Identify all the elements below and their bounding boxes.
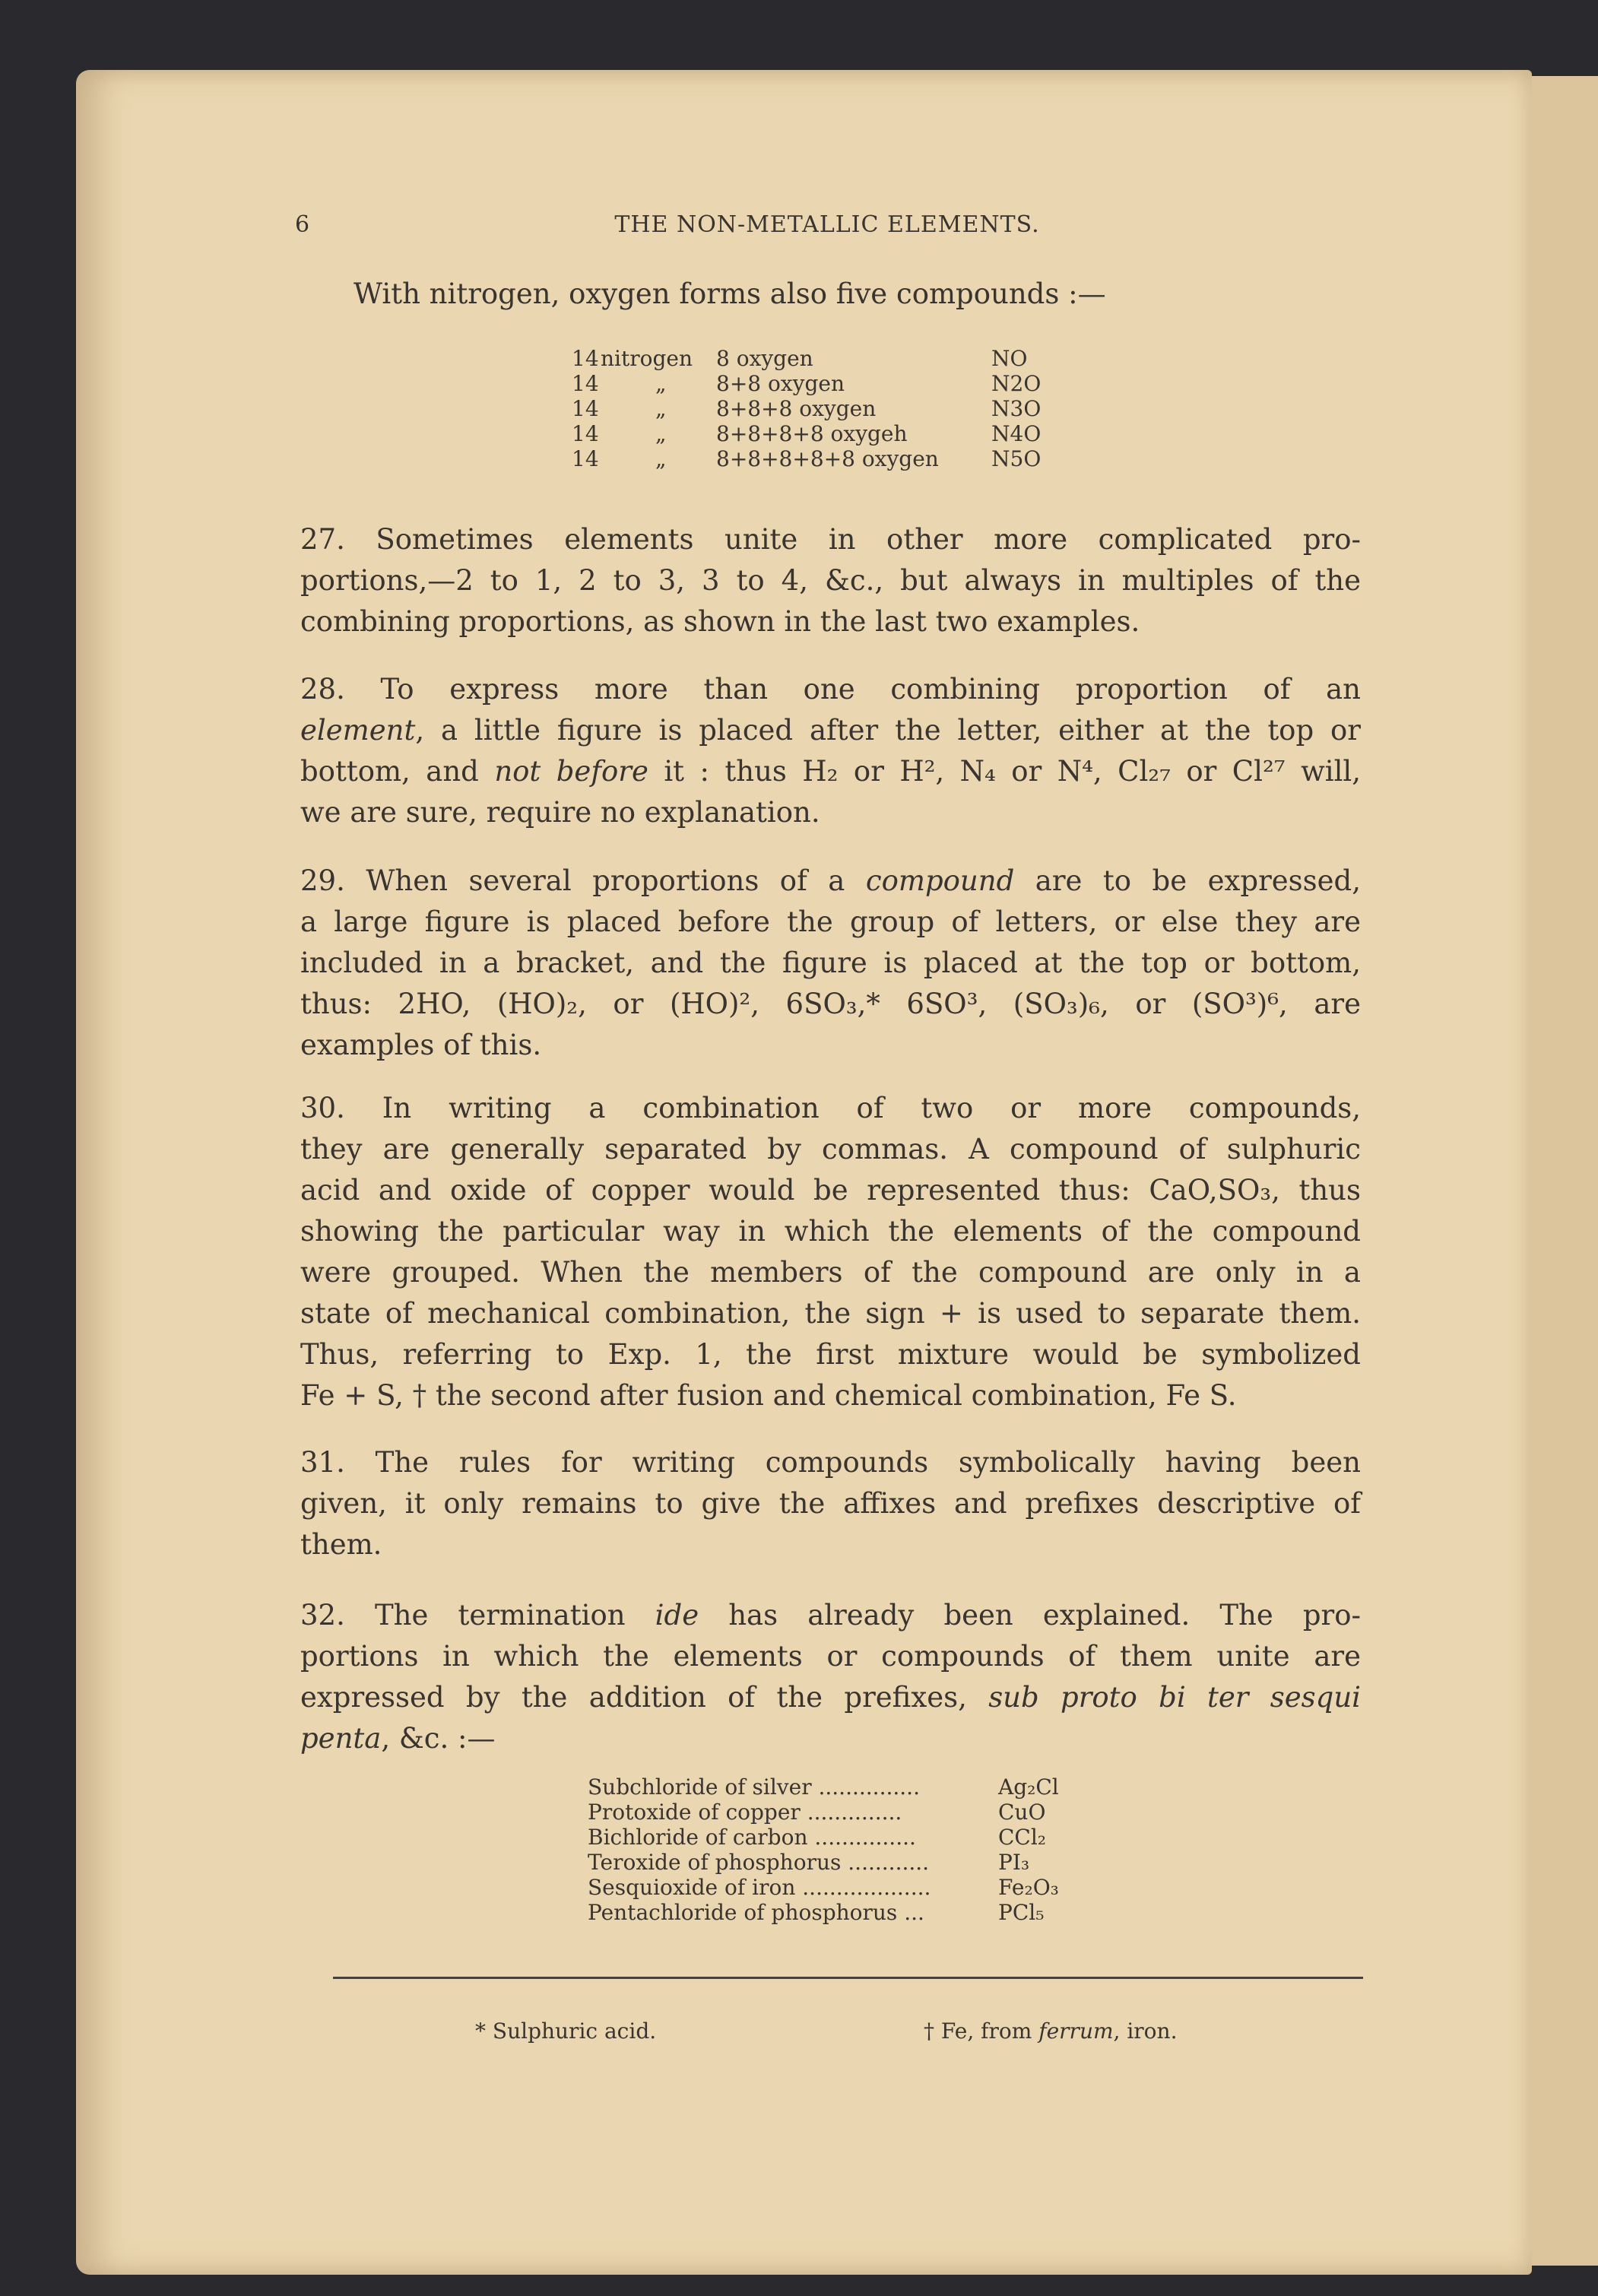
text-line [300, 1293, 1361, 1334]
compound-prefix-table [588, 1774, 1089, 1925]
footnote-text: , iron. [1113, 2019, 1178, 2044]
table-cell: 8 oxygen [716, 346, 813, 371]
table-row [572, 396, 1058, 421]
text-line [300, 601, 1361, 642]
compound-name: Teroxide of phosphorus ............ [588, 1850, 930, 1875]
text-run: portions in which the elements or compounds of them unite are [300, 1640, 1361, 1673]
table-cell: 8+8 oxygen [716, 371, 845, 396]
table-cell: „ [655, 396, 667, 421]
italic-text: element [300, 714, 416, 747]
text-line [300, 1677, 1361, 1718]
text-run: acid and oxide of copper would be represented thus: CaO,SO₃, thus [300, 1174, 1361, 1207]
footnote-star: * Sulphuric acid. [475, 2019, 657, 2044]
text-line [300, 1595, 1361, 1636]
text-line [300, 1483, 1361, 1524]
text-line [300, 751, 1361, 792]
text-line [300, 669, 1361, 710]
text-run: Fe + S, † the second after fusion and chemical combination, Fe S. [300, 1379, 1237, 1412]
table-row [588, 1850, 1089, 1875]
footnote-italic: ferrum [1038, 2019, 1114, 2044]
table-cell: 14 [572, 421, 599, 446]
text-run: bottom, and [300, 755, 495, 788]
table-cell: 14 [572, 396, 599, 421]
text-line [300, 1170, 1361, 1211]
table-cell: 8+8+8+8+8 oxygen [716, 446, 939, 471]
table-cell: „ [655, 421, 667, 446]
italic-text: not before [494, 755, 648, 788]
text-line [300, 1025, 1361, 1066]
page-number: 6 [295, 211, 311, 238]
text-run: combining proportions, as shown in the last two examples. [300, 605, 1140, 638]
paragraph-29 [300, 861, 1361, 1066]
text-run: has already been explained. The pro- [699, 1599, 1361, 1632]
text-line [300, 1375, 1361, 1416]
paragraph-32 [300, 1595, 1361, 1759]
table-cell: 14 [572, 446, 599, 471]
footnote-rule [333, 1977, 1363, 1979]
text-line [300, 1524, 1361, 1565]
text-line [300, 1211, 1361, 1252]
compound-formula: PCl₅ [998, 1900, 1045, 1925]
table-row [588, 1825, 1089, 1850]
text-run: them. [300, 1528, 382, 1561]
text-run: thus: 2HO, (HO)₂, or (HO)², 6SO₃,* 6SO³, (SO₃)₆, or (SO³)⁶, are [300, 988, 1361, 1020]
paragraph-28 [300, 669, 1361, 833]
page-title: THE NON-METALLIC ELEMENTS. [614, 211, 1040, 238]
table-row [588, 1900, 1089, 1925]
text-run: With nitrogen, oxygen forms also five compounds :— [354, 277, 1106, 310]
table-row [588, 1774, 1089, 1800]
text-line [300, 1334, 1361, 1375]
text-line [300, 1129, 1361, 1170]
text-line [300, 1252, 1361, 1293]
text-run: expressed by the addition of the prefixes, [300, 1681, 989, 1714]
text-run: Thus, referring to Exp. 1, the first mixture would be symbolized [300, 1338, 1361, 1371]
text-line [300, 519, 1361, 560]
table-cell: „ [655, 371, 667, 396]
text-line [300, 984, 1361, 1025]
italic-text: ide [655, 1599, 699, 1632]
compound-name: Pentachloride of phosphorus ... [588, 1900, 924, 1925]
text-run: we are sure, require no explanation. [300, 796, 820, 829]
nitrogen-oxygen-table [572, 346, 1058, 471]
text-line [300, 1636, 1361, 1677]
text-run: 30. In writing a combination of two or more compounds, [300, 1092, 1361, 1124]
table-cell: 8+8+8+8 oxygeh [716, 421, 908, 446]
table-cell: 14 [572, 371, 599, 396]
text-run: 29. When several proportions of a [300, 864, 866, 897]
text-run: examples of this. [300, 1029, 542, 1061]
text-run: were grouped. When the members of the compound are only in a [300, 1256, 1361, 1289]
text-run: a large figure is placed before the group of letters, or else they are [300, 905, 1361, 938]
text-run: it : thus H₂ or H², N₄ or N⁴, Cl₂₇ or Cl²⁷ will, [648, 755, 1362, 788]
text-run: , &c. :— [381, 1722, 496, 1755]
paragraph-31 [300, 1442, 1361, 1565]
text-run: state of mechanical combination, the sign + is used to separate them. [300, 1297, 1361, 1330]
text-line [300, 1088, 1361, 1129]
compound-name: Protoxide of copper .............. [588, 1800, 902, 1825]
footnote-text: † Fe, from [924, 2019, 1039, 2044]
text-run: are to be expressed, [1014, 864, 1361, 897]
text-line [300, 902, 1361, 943]
italic-text: penta [300, 1722, 382, 1755]
table-row [572, 421, 1058, 446]
table-cell: N4O [991, 421, 1042, 446]
footnote-dagger [924, 2019, 1177, 2044]
text-run: 32. The termination [300, 1599, 655, 1632]
table-row [588, 1875, 1089, 1900]
text-run: , a little figure is placed after the letter, either at the top or [415, 714, 1361, 747]
table-cell: „ [655, 446, 667, 471]
table-row [572, 346, 1058, 371]
table-row [572, 446, 1058, 471]
italic-text: compound [865, 864, 1015, 897]
compound-formula: Ag₂Cl [998, 1774, 1059, 1800]
compound-name: Bichloride of carbon ............... [588, 1825, 916, 1850]
table-cell: 14 [572, 346, 599, 371]
table-cell: nitrogen [601, 346, 693, 371]
text-line [300, 1718, 1361, 1759]
text-run: portions,—2 to 1, 2 to 3, 3 to 4, &c., but always in multiples of the [300, 564, 1361, 597]
compound-formula: Fe₂O₃ [998, 1875, 1059, 1900]
text-line [300, 560, 1361, 601]
table-cell: N3O [991, 396, 1042, 421]
compound-formula: PI₃ [998, 1850, 1030, 1875]
table-row [572, 371, 1058, 396]
next-page-edge [1520, 76, 1598, 2266]
paragraph-27 [300, 519, 1361, 642]
text-run: 31. The rules for writing compounds symbolically having been [300, 1446, 1361, 1479]
text-run: 27. Sometimes elements unite in other more complicated pro- [300, 523, 1361, 556]
table-cell: 8+8+8 oxygen [716, 396, 877, 421]
table-row [588, 1800, 1089, 1825]
text-run: 28. To express more than one combining proportion of an [300, 673, 1361, 706]
text-run: they are generally separated by commas. A compound of sulphuric [300, 1133, 1361, 1165]
compound-name: Sesquioxide of iron ................... [588, 1875, 931, 1900]
text-line [354, 274, 1414, 315]
text-run: showing the particular way in which the elements of the compound [300, 1215, 1361, 1248]
intro-paragraph [354, 274, 1414, 315]
paragraph-30 [300, 1088, 1361, 1416]
compound-formula: CCl₂ [998, 1825, 1047, 1850]
text-run: given, it only remains to give the affixes and prefixes descriptive of [300, 1487, 1361, 1520]
text-run: included in a bracket, and the figure is placed at the top or bottom, [300, 947, 1361, 979]
table-cell: NO [991, 346, 1028, 371]
compound-name: Subchloride of silver ............... [588, 1774, 920, 1800]
table-cell: N5O [991, 446, 1042, 471]
table-cell: N2O [991, 371, 1042, 396]
text-line [300, 1442, 1361, 1483]
text-line [300, 943, 1361, 984]
text-line [300, 792, 1361, 833]
text-line [300, 861, 1361, 902]
text-line [300, 710, 1361, 751]
compound-formula: CuO [998, 1800, 1046, 1825]
italic-text: sub proto bi ter sesqui [988, 1681, 1361, 1714]
